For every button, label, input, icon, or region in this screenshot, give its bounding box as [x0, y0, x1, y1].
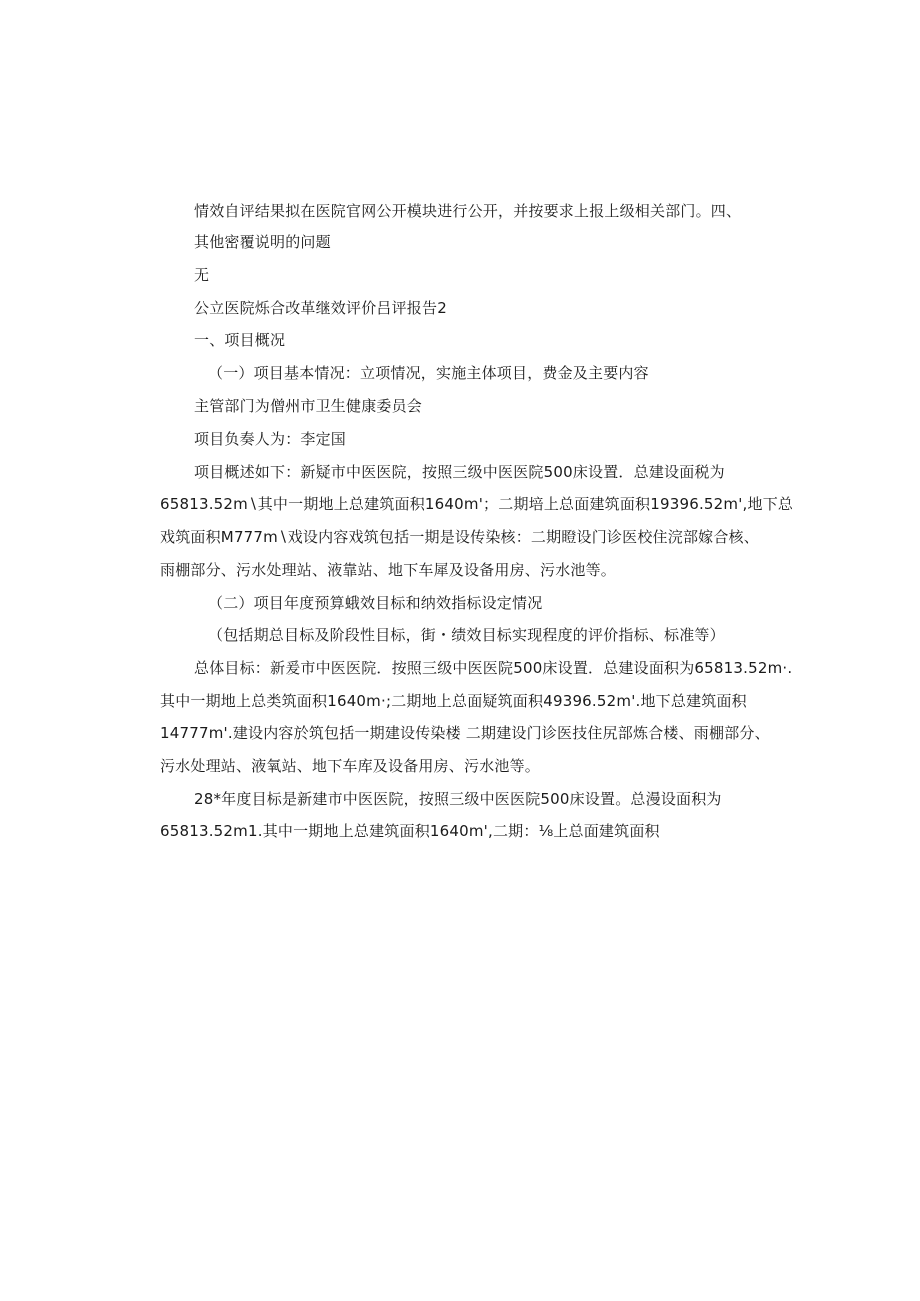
report-title: 公立医院烁合改革继效评价吕评报告2	[194, 299, 447, 317]
paragraph-line: 其中一期地上总类筑面积1640m·;二期地上总面疑筑面积49396.52m'.地下总建筑面积	[160, 692, 747, 710]
paragraph-line: 其他密覆说明的问题	[194, 233, 331, 251]
paragraph-line: 28*年度目标是新建市中医医院，按照三级中医医院500床设置。总漫设面积为	[194, 790, 722, 808]
paragraph-line: 14777m'.建设内容於筑包括一期建设传染楼 二期建设门诊医技住尻部炼合楼、雨棚部分、	[160, 724, 770, 742]
paragraph-line: 项目负奏人为：李定国	[194, 430, 347, 448]
paragraph-line: （包括期总目标及阶段性目标，街・绩效目标实现程度的评价指标、标准等）	[208, 626, 725, 644]
paragraph-line: 情效自评结果拟在医院官网公开模块进行公开，并按要求上报上级相关部门。四、	[194, 202, 742, 220]
subsection-heading: （二）项目年度预算蛾效目标和纳效指标设定情况	[208, 594, 543, 612]
paragraph-line: 项目概述如下：新疑市中医医院，按照三级中医医院500床设置．总建设面税为	[194, 463, 725, 481]
paragraph-line: 主管部门为僧州市卫生健康委员会	[194, 397, 423, 415]
paragraph-line: 65813.52m1.其中一期地上总建筑面积1640m',二期：⅛上总面建筑面积	[160, 822, 660, 840]
subsection-heading: （一）项目基本情况：立项情况，实施主体项目，费金及主要内容	[208, 364, 649, 382]
paragraph-line: 无	[194, 266, 210, 284]
paragraph-line: 总体目标：新爰市中医医院．按照三级中医医院500床设置．总建设面积为65813.52m·.	[194, 659, 793, 677]
paragraph-line: 戏筑面积M777m∖戏设内容戏筑包括一期是设传染核：二期瞪设门诊医校住浣部嫁合核、	[160, 528, 759, 546]
paragraph-line: 雨棚部分、污水处理站、液靠站、地下车犀及设备用房、污水池等。	[160, 561, 617, 579]
paragraph-line: 污水处理站、液氧站、地下车库及设备用房、污水池等。	[160, 757, 541, 775]
section-heading: 一、项目概况	[194, 331, 286, 349]
paragraph-line: 65813.52m∖其中一期地上总建筑面积1640m'；二期培上总面建筑面积19396.52m',地下总	[160, 495, 794, 513]
